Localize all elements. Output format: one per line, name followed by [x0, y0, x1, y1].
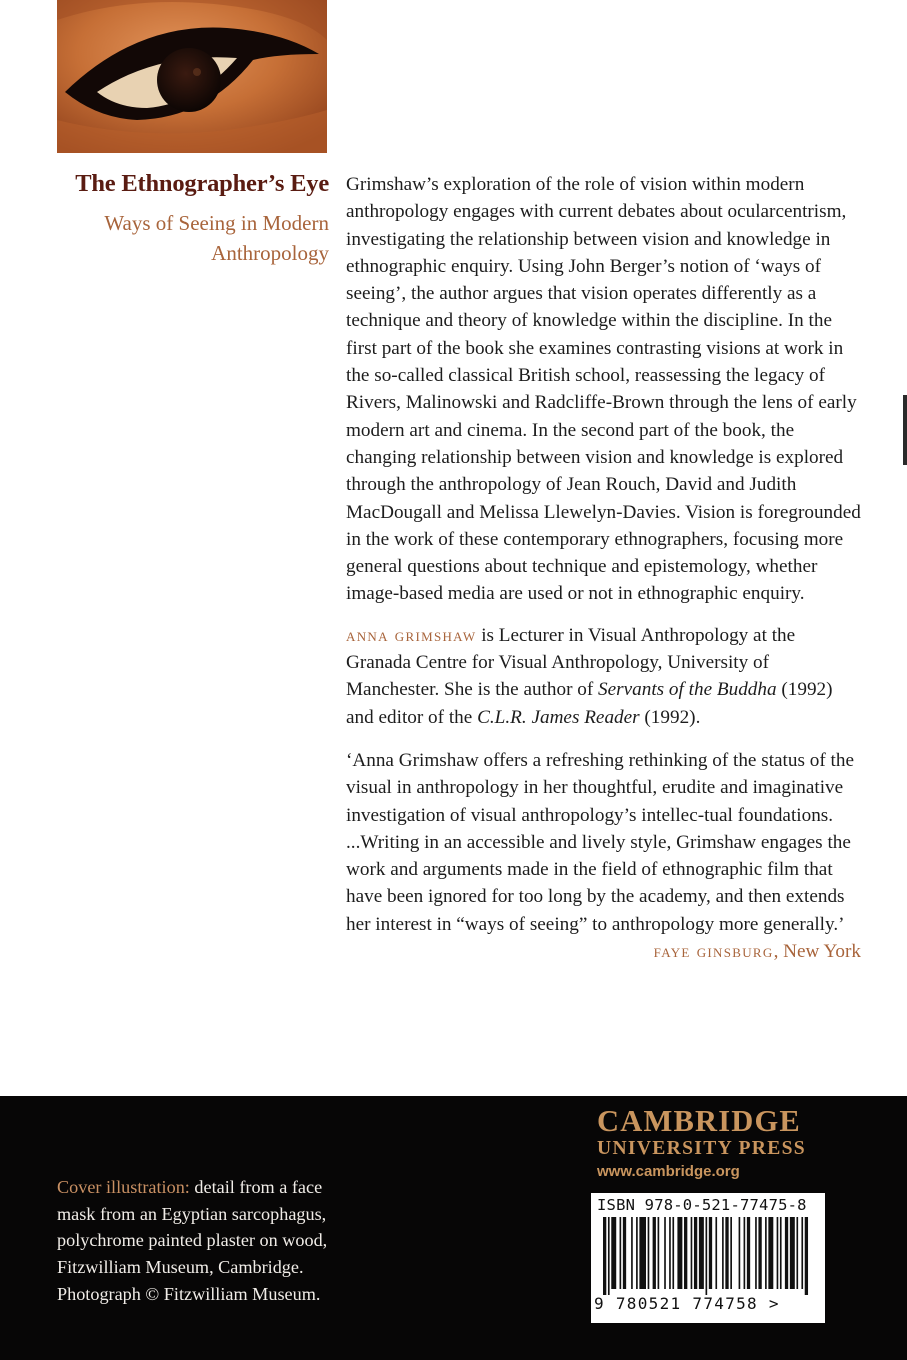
barcode-bar	[620, 1217, 622, 1289]
barcode-bar	[744, 1217, 746, 1289]
reviewer-location: , New York	[773, 941, 861, 963]
barcode-bar	[725, 1217, 728, 1289]
publisher-logo	[597, 1104, 837, 1180]
barcode-bar	[664, 1217, 666, 1289]
review-attribution	[346, 938, 861, 965]
barcode-bar	[611, 1217, 616, 1289]
barcode-bar	[805, 1217, 808, 1295]
barcode-bar	[790, 1217, 795, 1289]
author-work-2: C.L.R. James Reader	[477, 706, 640, 728]
author-bio	[346, 622, 861, 731]
barcode-bar	[623, 1217, 626, 1289]
barcode-digits: 9 780521 774758 >	[594, 1294, 780, 1313]
barcode-bar	[768, 1217, 773, 1289]
cover-credit	[57, 1174, 357, 1308]
edge-mark	[903, 395, 907, 465]
review-quote: ‘Anna Grimshaw offers a refreshing rethinking of the status of the visual in anthropology in her thoughtful, erudite and imaginative investigation of visual anthropology’s intellec-tual foundations. ...Writing in an accessible and lively style, Grimshaw engages the work and arguments made in the field of ethnographic film that have been ignored for too long by the academy, and then extends her interest in “ways of seeing” to anthropology more generally.’	[346, 749, 854, 935]
publisher-press: UNIVERSITY PRESS	[597, 1138, 806, 1159]
barcode-bar	[709, 1217, 712, 1289]
book-subtitle	[57, 208, 329, 268]
publisher-name: CAMBRIDGE	[597, 1104, 801, 1138]
barcode-bar	[608, 1217, 610, 1295]
barcode-bar	[730, 1217, 732, 1289]
author-bio-text-1: is Lecturer in Visual Anthropology at the Granada Centre for Visual Anthropology, University of Manchester. She is the author of	[346, 624, 796, 701]
barcode-bar	[684, 1217, 687, 1289]
barcode-bar	[747, 1217, 750, 1289]
eye-illustration	[57, 0, 327, 153]
cover-credit-text: detail from a face mask from an Egyptian sarcophagus, polychrome painted plaster on wood, Fitzwilliam Museum, Cambridge. Photograph © Fitzwilliam Museum.	[57, 1177, 328, 1304]
barcode-bar	[722, 1217, 724, 1289]
barcode-bar	[715, 1217, 717, 1289]
barcode-bar	[739, 1217, 741, 1289]
barcode-bar	[801, 1217, 803, 1289]
barcode-bar	[777, 1217, 779, 1289]
barcode-bar	[758, 1217, 761, 1289]
subtitle-line-2: Anthropology	[211, 241, 329, 265]
isbn-label: ISBN 978-0-521-77475-8	[597, 1196, 807, 1214]
book-description: Grimshaw’s exploration of the role of vision within modern anthropology engages with current debates about ocularcentrism, investigating the relationship between vision and knowledge in ethnographic enquiry. Using John Berger’s notion of ‘ways of seeing’, the author argues that vision operates differently as a technique and theory of knowledge within the discipline. In the first part of the book she examines contrasting visions at work in the so-called classical British school, reassessing the legacy of Rivers, Malinowski and Radcliffe-Brown through the lens of early modern art and cinema. In the second part of the book, the changing relationship between vision and knowledge is explored through the anthropology of Jean Rouch, David and Judith MacDougall and Melissa Llewelyn-Davies. Vision is foregrounded in the work of these contemporary ethnographers, focusing more general questions about technique and epistemology, whether image-based media are used or not in ethnographic enquiry.	[346, 174, 861, 605]
barcode-bar	[648, 1217, 650, 1289]
barcode-bar	[755, 1217, 757, 1289]
book-title: The Ethnographer’s Eye	[75, 170, 329, 197]
barcode-bar	[631, 1217, 633, 1289]
barcode-bar	[691, 1217, 693, 1289]
reviewer-name: faye ginsburg	[653, 941, 774, 963]
barcode-bar	[636, 1217, 638, 1289]
barcode-bar	[669, 1217, 671, 1289]
barcode-bar	[796, 1217, 798, 1289]
barcode-bar	[785, 1217, 788, 1289]
barcode-box	[591, 1193, 825, 1323]
subtitle-line-1: Ways of Seeing in Modern	[104, 211, 329, 235]
barcode-bar	[706, 1217, 708, 1295]
barcode-bar	[653, 1217, 656, 1289]
author-work-1: Servants of the Buddha	[598, 679, 777, 701]
publisher-url: www.cambridge.org	[597, 1163, 740, 1180]
cover-eye-image	[57, 0, 327, 153]
barcode-bar	[699, 1217, 704, 1289]
barcode-bar	[672, 1217, 674, 1289]
barcode-bar	[694, 1217, 697, 1289]
author-name: anna grimshaw	[346, 624, 477, 646]
author-bio-text-3: (1992).	[639, 706, 701, 728]
barcode-bar	[603, 1217, 606, 1295]
barcode-bar	[780, 1217, 782, 1289]
author-bio-text-2: (1992) and editor of the	[346, 679, 833, 728]
barcode-bar	[639, 1217, 646, 1289]
barcode-bar	[677, 1217, 682, 1289]
barcode-bar	[658, 1217, 660, 1289]
cover-credit-lead: Cover illustration:	[57, 1177, 190, 1197]
barcode-icon	[603, 1217, 813, 1295]
back-cover-text	[346, 171, 861, 965]
barcode-bar	[765, 1217, 767, 1289]
